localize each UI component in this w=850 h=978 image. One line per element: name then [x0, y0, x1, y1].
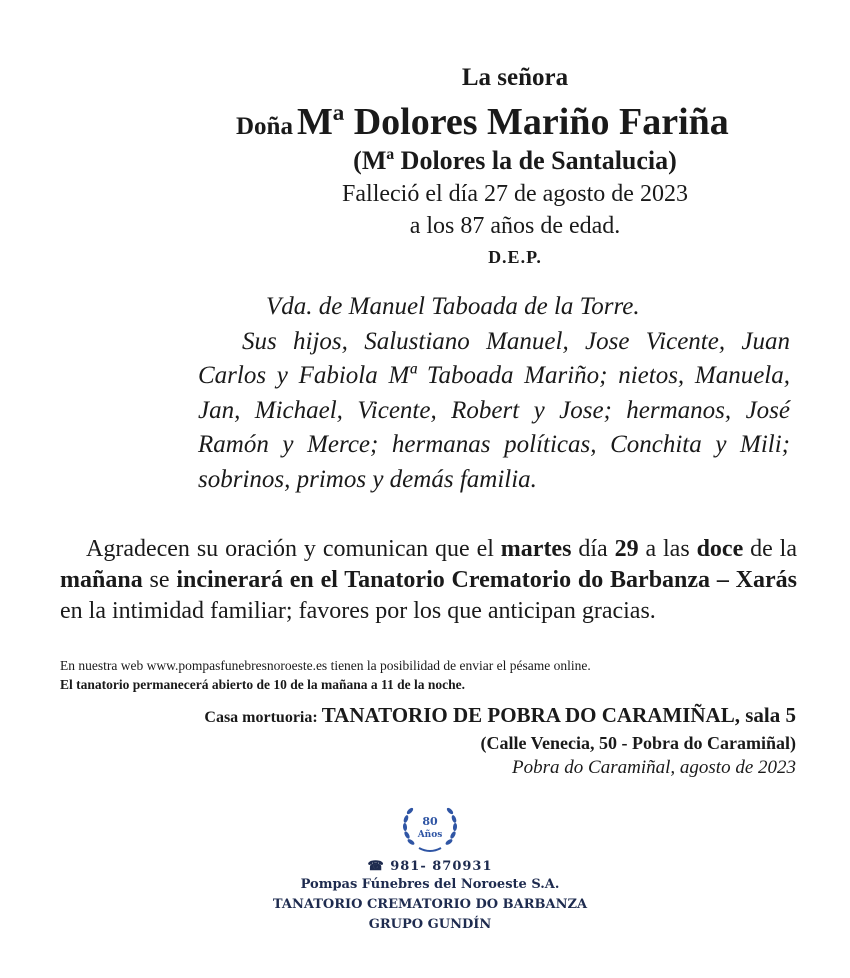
website-link[interactable]: www.pompasfunebresnoroeste.es — [146, 658, 328, 673]
age-at-death: a los 87 años de edad. — [409, 213, 621, 239]
deceased-name — [236, 100, 796, 144]
death-date: Falleció el día 27 de agosto de 2023 — [342, 181, 688, 207]
family-block — [198, 290, 790, 497]
widow-line: Vda. de Manuel Taboada de la Torre. — [266, 293, 640, 320]
rip-abbrev: D.E.P. — [488, 247, 542, 267]
relatives-paragraph: Sus hijos, Salustiano Manuel, Jose Vicente, Juan Carlos y Fabiola Mª Taboada Mariño; nietos, Manuela, Jan, Michael, Vicente, Robert y Jose; hermanos, José Ramón y Merce; hermanas políticas, Conchita y Mili; sobrinos, primos y demás familia. — [198, 327, 790, 493]
ceremony-text: Agradecen su oración y comunican que el — [86, 536, 501, 562]
name-prefix: Doña — [236, 113, 293, 140]
web-note-text: En nuestra web — [60, 658, 147, 673]
anniversary-logo — [399, 798, 461, 856]
crematorium-name: TANATORIO CREMATORIO DO BARBANZA — [272, 897, 588, 912]
ceremony-paragraph — [60, 534, 797, 627]
ceremony-text: a las — [638, 536, 697, 562]
ceremony-hour: doce — [696, 536, 744, 562]
ceremony-text: día — [571, 536, 615, 562]
telephone-icon: ☎ — [367, 859, 385, 874]
laurel-wreath-icon — [403, 807, 458, 851]
wake-address: (Calle Venecia, 50 - Pobra do Caramiñal) — [480, 733, 796, 753]
nickname: (Mª Dolores la de Santalucia) — [353, 146, 677, 175]
wake-label: Casa mortuoria: — [204, 709, 318, 726]
ceremony-location: incinerará en el Tanatorio Crematorio do Barbanza – Xarás — [176, 567, 797, 593]
group-name: GRUPO GUNDÍN — [368, 917, 492, 932]
ceremony-day: martes — [500, 536, 572, 562]
company-name: Pompas Fúnebres del Noroeste S.A. — [300, 877, 560, 892]
ceremony-text: de la — [743, 536, 798, 562]
ceremony-text: en la intimidad familiar; favores por los que anticipan gracias. — [60, 598, 656, 624]
opening-hours-note: El tanatorio permanecerá abierto de 10 de la mañana a 11 de la noche. — [60, 677, 465, 692]
phone-line — [280, 859, 580, 874]
logo-word: Años — [417, 830, 443, 840]
logo-number: 80 — [422, 815, 438, 828]
ceremony-text: se — [142, 567, 177, 593]
wake-location — [204, 703, 796, 728]
ceremony-period: mañana — [60, 567, 143, 593]
web-note-text: tienen la posibilidad de enviar el pésame online. — [327, 658, 591, 673]
intro-title: La señora — [461, 64, 569, 91]
web-note — [60, 657, 800, 675]
wake-place: TANATORIO DE POBRA DO CARAMIÑAL, sala 5 — [321, 703, 796, 727]
notice-date-place: Pobra do Caramiñal, agosto de 2023 — [512, 757, 796, 778]
ceremony-date: 29 — [614, 536, 639, 562]
phone-number: 981- 870931 — [390, 859, 493, 874]
full-name: Mª Dolores Mariño Fariña — [296, 101, 729, 143]
